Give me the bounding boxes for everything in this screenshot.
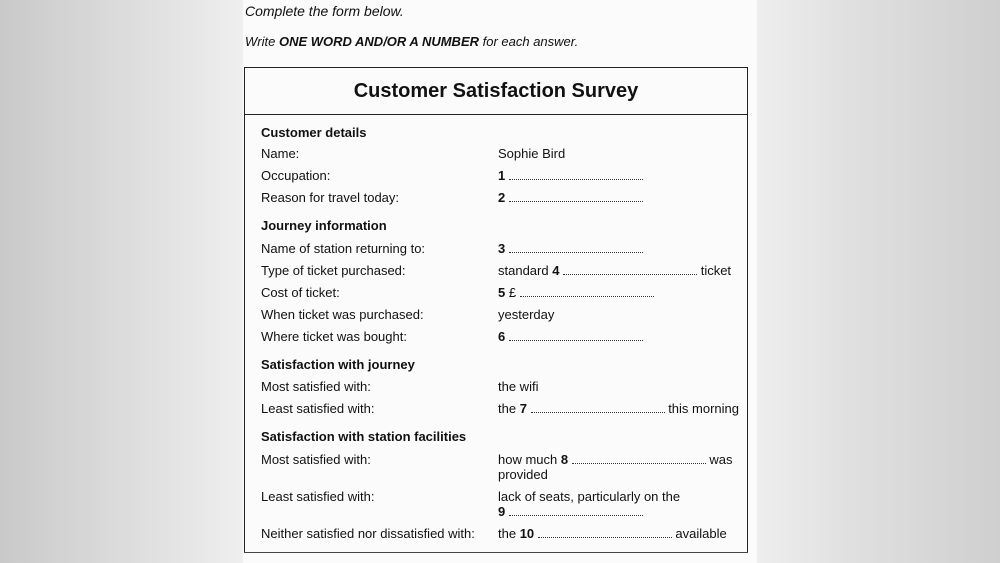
- section-customer-details: Customer details: [261, 125, 367, 140]
- value-when-purchased: yesterday: [498, 307, 555, 322]
- answer-1[interactable]: 1: [498, 168, 643, 183]
- page-bottom-rule: [244, 552, 748, 553]
- answer-9[interactable]: 9: [498, 504, 643, 519]
- section-satisfaction-journey: Satisfaction with journey: [261, 357, 415, 372]
- instruction-word-limit: Write ONE WORD AND/OR A NUMBER for each answer.: [245, 34, 579, 49]
- label-cost: Cost of ticket:: [261, 285, 340, 300]
- answer-8-continued: provided: [498, 467, 548, 482]
- section-journey-information: Journey information: [261, 218, 387, 233]
- answer-6[interactable]: 6: [498, 329, 643, 344]
- answer-7[interactable]: the 7 this morning: [498, 401, 739, 416]
- section-satisfaction-station: Satisfaction with station facilities: [261, 429, 467, 444]
- value-most-journey: the wifi: [498, 379, 539, 394]
- label-least-journey: Least satisfied with:: [261, 401, 375, 416]
- label-when-purchased: When ticket was purchased:: [261, 307, 424, 322]
- blurred-background-left: [0, 0, 243, 563]
- answer-2[interactable]: 2: [498, 190, 643, 205]
- label-where-bought: Where ticket was bought:: [261, 329, 407, 344]
- label-station: Name of station returning to:: [261, 241, 426, 256]
- label-most-station: Most satisfied with:: [261, 452, 371, 467]
- label-ticket-type: Type of ticket purchased:: [261, 263, 406, 278]
- label-occupation: Occupation:: [261, 168, 331, 183]
- answer-5[interactable]: 5 £: [498, 285, 654, 300]
- answer-10[interactable]: the 10 available: [498, 526, 727, 541]
- instruction-bold: ONE WORD AND/OR A NUMBER: [278, 34, 479, 49]
- survey-form: [244, 67, 748, 553]
- label-neither: Neither satisfied nor dissatisfied with:: [261, 526, 475, 541]
- blurred-background-right: [750, 0, 1000, 563]
- answer-8[interactable]: how much 8 was: [498, 452, 733, 467]
- value-least-station: lack of seats, particularly on the: [498, 489, 681, 504]
- label-least-station: Least satisfied with:: [261, 489, 375, 504]
- answer-4[interactable]: standard 4 ticket: [498, 263, 732, 278]
- label-most-journey: Most satisfied with:: [261, 379, 371, 394]
- value-name: Sophie Bird: [498, 146, 566, 161]
- label-name: Name:: [261, 146, 300, 161]
- instruction-complete-form: Complete the form below.: [245, 3, 404, 19]
- answer-3[interactable]: 3: [498, 241, 643, 256]
- form-title: Customer Satisfaction Survey: [245, 68, 747, 115]
- label-reason: Reason for travel today:: [261, 190, 400, 205]
